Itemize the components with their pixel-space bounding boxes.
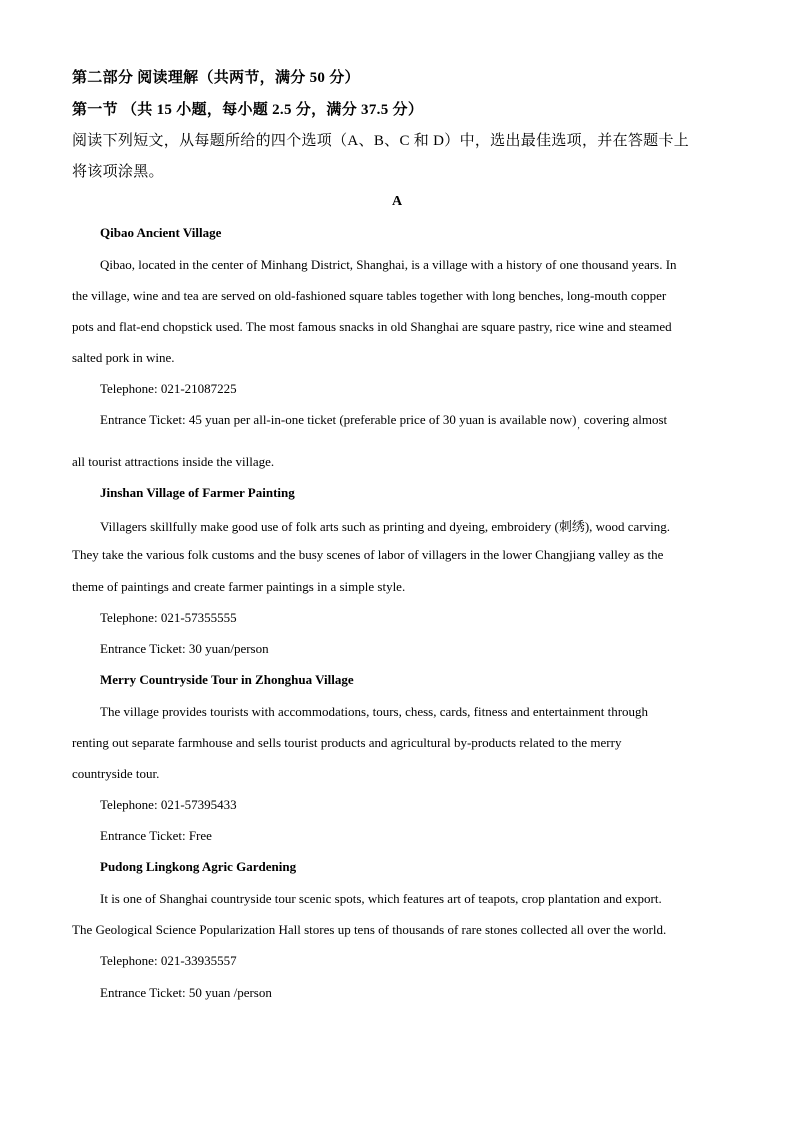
entrance-ticket: Entrance Ticket: 30 yuan/person [100, 641, 269, 656]
instruction-line-1: 阅读下列短文，从每题所给的四个选项（A、B、C 和 D）中，选出最佳选项，并在答题卡上 [72, 133, 690, 149]
paragraph-line: salted pork in wine. [72, 350, 175, 365]
section-title: 第一节 （共 15 小题，每小题 2.5 分，满分 37.5 分） [72, 102, 424, 118]
part-title: 第二部分 阅读理解（共两节，满分 50 分） [72, 70, 360, 86]
place-title: Merry Countryside Tour in Zhonghua Village [100, 672, 354, 687]
ticket-continuation: all tourist attractions inside the village. [72, 454, 275, 469]
paragraph-line: theme of paintings and create farmer paintings in a simple style. [72, 579, 406, 594]
entrance-ticket: Entrance Ticket: Free [100, 828, 212, 843]
entrance-ticket: Entrance Ticket: 50 yuan /person [100, 985, 272, 1000]
paragraph-line: The village provides tourists with accommodations, tours, chess, cards, fitness and entertainment through [100, 704, 649, 719]
paragraph-line: countryside tour. [72, 766, 160, 781]
paragraph-line: Qibao, located in the center of Minhang District, Shanghai, is a village with a history of one thousand years. In [100, 257, 677, 272]
telephone: Telephone: 021-57355555 [100, 610, 237, 625]
place-title: Pudong Lingkong Agric Gardening [100, 859, 297, 874]
paragraph-line: The Geological Science Popularization Hall stores up tens of thousands of rare stones collected all over the world. [72, 922, 667, 937]
ticket-comma: , [577, 420, 580, 430]
ticket-text-end: covering almost [583, 412, 668, 427]
ticket-text: Entrance Ticket: 45 yuan per all-in-one ticket (preferable price of 30 yuan is available now) [100, 412, 577, 427]
entrance-ticket [100, 412, 667, 428]
paragraph-line: the village, wine and tea are served on old-fashioned square tables together with long benches, long-mouth copper [72, 288, 667, 303]
place-title: Jinshan Village of Farmer Painting [100, 485, 295, 500]
paragraph-line: It is one of Shanghai countryside tour scenic spots, which features art of teapots, crop plantation and export. [100, 891, 662, 906]
instruction-line-2: 将该项涂黑。 [72, 164, 164, 180]
telephone: Telephone: 021-21087225 [100, 381, 237, 396]
place-title: Qibao Ancient Village [100, 225, 222, 240]
passage-letter: A [391, 194, 403, 209]
paragraph-line: They take the various folk customs and the busy scenes of labor of villagers in the lower Changjiang valley as the [72, 547, 664, 562]
paragraph-line: pots and flat-end chopstick used. The most famous snacks in old Shanghai are square pastry, rice wine and steamed [72, 319, 672, 334]
telephone: Telephone: 021-33935557 [100, 953, 237, 968]
paragraph-line: renting out separate farmhouse and sells tourist products and agricultural by-products related to the merry [72, 735, 622, 750]
telephone: Telephone: 021-57395433 [100, 797, 237, 812]
paragraph-line: Villagers skillfully make good use of folk arts such as printing and dyeing, embroidery (刺绣), wood carving. [100, 519, 671, 534]
